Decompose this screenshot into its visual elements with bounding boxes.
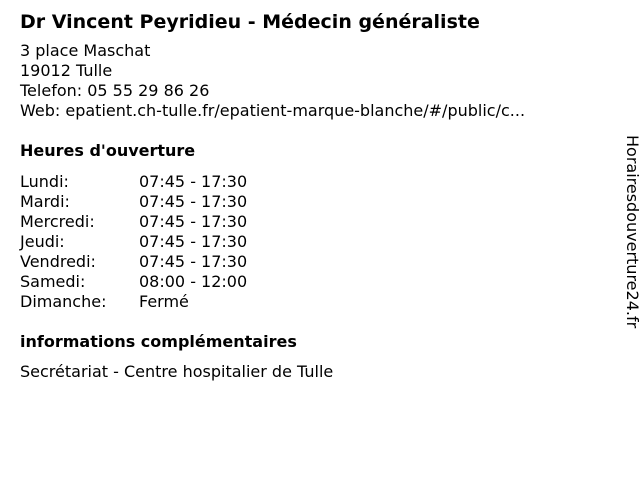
additional-info-text: Secrétariat - Centre hospitalier de Tulle: [20, 362, 334, 381]
day-label: Samedi:: [20, 272, 86, 291]
hours-row-friday: [20, 252, 600, 272]
hours-row-wednesday: [20, 212, 600, 232]
hours-row-monday: [20, 172, 600, 192]
day-label: Mardi:: [20, 192, 70, 211]
additional-info-heading: informations complémentaires: [20, 332, 297, 351]
street-address: 3 place Maschat: [20, 41, 151, 60]
hours-row-tuesday: [20, 192, 600, 212]
hours-row-thursday: [20, 232, 600, 252]
day-label: Mercredi:: [20, 212, 95, 231]
time-value: 07:45 - 17:30: [139, 172, 248, 191]
time-value: 07:45 - 17:30: [139, 192, 248, 211]
time-value: 07:45 - 17:30: [139, 252, 248, 271]
time-value: 07:45 - 17:30: [139, 232, 248, 251]
time-value: 07:45 - 17:30: [139, 212, 248, 231]
day-label: Jeudi:: [20, 232, 65, 251]
opening-hours-table: [20, 172, 600, 312]
day-label: Dimanche:: [20, 292, 107, 311]
site-brand-watermark: Horairesdouverture24.fr: [623, 135, 642, 329]
web-line[interactable]: Web: epatient.ch-tulle.fr/epatient-marque-blanche/#/public/c...: [20, 101, 526, 120]
day-label: Lundi:: [20, 172, 69, 191]
page-title: Dr Vincent Peyridieu - Médecin généraliste: [20, 11, 480, 33]
hours-row-saturday: [20, 272, 600, 292]
city-postcode: 19012 Tulle: [20, 61, 113, 80]
time-value: Fermé: [139, 292, 189, 311]
time-value: 08:00 - 12:00: [139, 272, 248, 291]
hours-row-sunday: [20, 292, 600, 312]
listing-card: [20, 10, 600, 382]
phone-line: Telefon: 05 55 29 86 26: [20, 81, 210, 100]
day-label: Vendredi:: [20, 252, 96, 271]
opening-hours-heading: Heures d'ouverture: [20, 141, 196, 160]
